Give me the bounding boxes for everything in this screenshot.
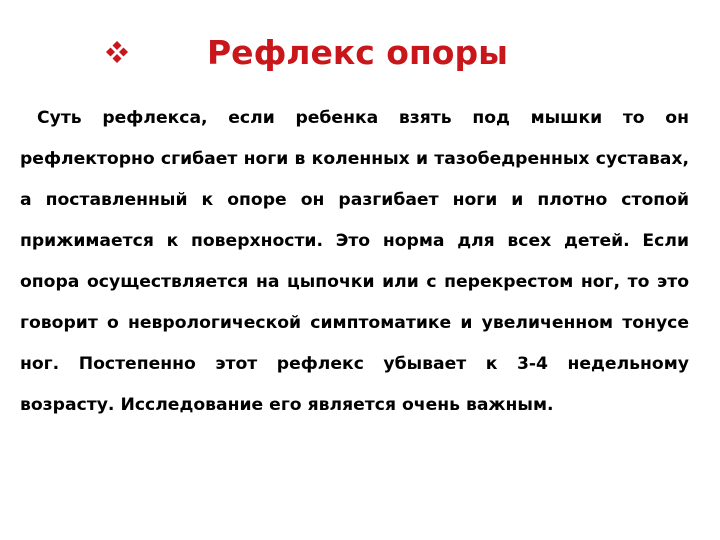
diamond-bullet-icon (106, 41, 128, 63)
slide-title: Рефлекс опоры (207, 33, 508, 72)
body-paragraph: Суть рефлекса, если ребенка взять под мышки то он рефлекторно сгибает ноги в коленных и тазобедренных суставах, а поставленный к опоре он разгибает ноги и плотно стопой прижимается к поверхности. Это норма для всех детей. Если опора осуществляется на цыпочки или с перекрестом ног, то это говорит о неврологической симптоматике и увеличенном тонусе ног. Постепенно этот рефлекс убывает к 3-4 недельному возрасту. Исследование его является очень важным. (20, 108, 689, 415)
